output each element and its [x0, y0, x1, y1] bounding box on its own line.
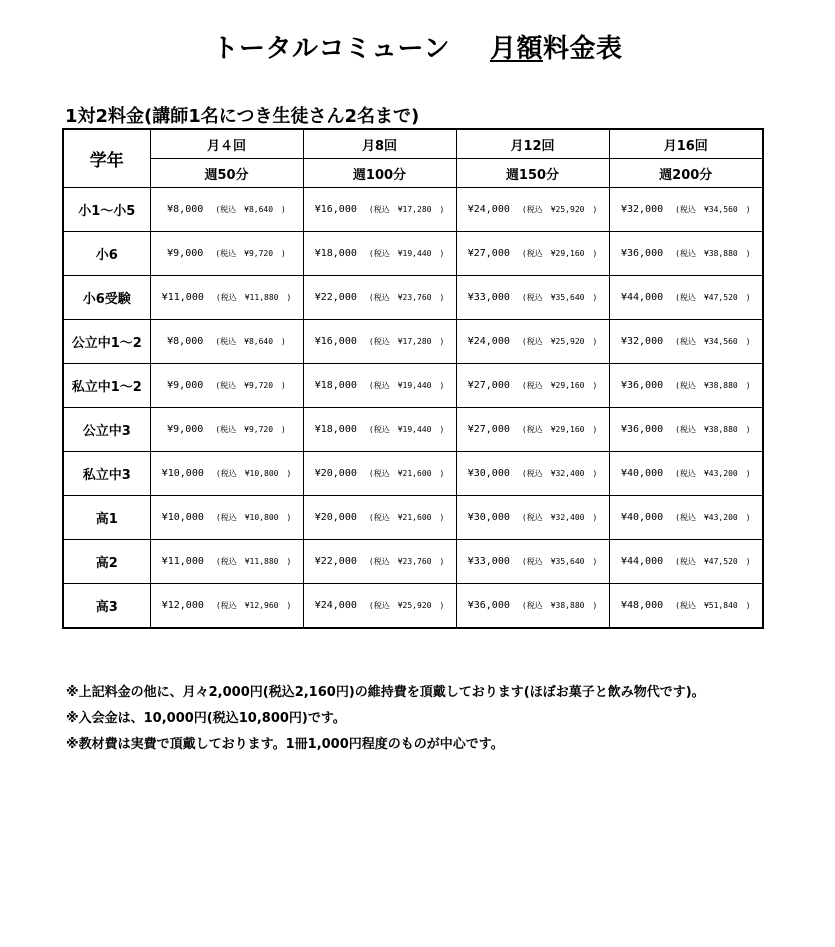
price-base: ¥18,000	[314, 380, 357, 391]
price-base: ¥10,000	[161, 512, 204, 523]
price-base: ¥22,000	[314, 292, 357, 303]
price-base: ¥24,000	[467, 204, 510, 215]
grade-cell: 公立中3	[63, 408, 150, 452]
price-cell	[303, 496, 456, 540]
price-base: ¥22,000	[314, 556, 357, 567]
plan-name: 月16回	[609, 129, 763, 159]
price-cell	[456, 364, 609, 408]
price-tax-included: (税込 ¥43,200 )	[675, 513, 751, 522]
price-base: ¥24,000	[314, 600, 357, 611]
grade-cell: 高1	[63, 496, 150, 540]
table-row	[63, 364, 763, 408]
price-tax-included: (税込 ¥19,440 )	[368, 249, 445, 258]
price-cell	[303, 320, 456, 364]
grade-cell: 小1～小5	[63, 188, 150, 232]
grade-cell: 私立中3	[63, 452, 150, 496]
price-cell	[303, 408, 456, 452]
price-cell	[609, 452, 763, 496]
price-tax-included: (税込 ¥34,560 )	[675, 205, 751, 214]
price-cell	[456, 276, 609, 320]
price-tax-included: (税込 ¥23,760 )	[368, 557, 445, 566]
price-cell	[456, 320, 609, 364]
price-cell	[303, 452, 456, 496]
price-cell	[303, 276, 456, 320]
price-cell	[609, 540, 763, 584]
price-tax-included: (税込 ¥9,720 )	[215, 249, 286, 258]
price-base: ¥11,000	[161, 556, 204, 567]
note-line: ※上記料金の他に、月々2,000円(税込2,160円)の維持費を頂戴しております(ほぼお菓子と飲み物代です)。	[66, 685, 705, 700]
price-base: ¥9,000	[167, 380, 204, 391]
fee-table-header	[63, 129, 763, 188]
price-cell	[456, 408, 609, 452]
price-base: ¥36,000	[620, 380, 664, 391]
price-tax-included: (税込 ¥11,880 )	[215, 293, 292, 302]
price-tax-included: (税込 ¥17,280 )	[368, 337, 445, 346]
price-cell	[609, 584, 763, 629]
grade-cell: 高3	[63, 584, 150, 629]
price-base: ¥18,000	[314, 248, 357, 259]
price-tax-included: (税込 ¥21,600 )	[368, 513, 445, 522]
notes	[66, 680, 705, 758]
table-row	[63, 276, 763, 320]
price-tax-included: (税込 ¥8,640 )	[215, 205, 286, 214]
price-tax-included: (税込 ¥12,960 )	[215, 601, 292, 610]
price-base: ¥24,000	[467, 336, 510, 347]
price-tax-included: (税込 ¥47,520 )	[675, 557, 751, 566]
page-title	[0, 28, 835, 65]
price-cell	[150, 496, 303, 540]
price-tax-included: (税込 ¥17,280 )	[368, 205, 445, 214]
price-cell	[150, 320, 303, 364]
grade-cell: 小6	[63, 232, 150, 276]
plan-name: 月12回	[456, 129, 609, 159]
price-cell	[609, 364, 763, 408]
price-base: ¥11,000	[161, 292, 204, 303]
price-cell	[609, 188, 763, 232]
fee-table	[62, 128, 764, 629]
price-base: ¥32,000	[620, 204, 664, 215]
price-cell	[150, 276, 303, 320]
plan-weekly-time: 週150分	[456, 159, 609, 188]
price-cell	[303, 584, 456, 629]
plan-weekly-time: 週200分	[609, 159, 763, 188]
price-cell	[303, 540, 456, 584]
price-cell	[150, 408, 303, 452]
price-tax-included: (税込 ¥32,400 )	[521, 469, 598, 478]
table-row	[63, 584, 763, 629]
plan-name: 月8回	[303, 129, 456, 159]
price-tax-included: (税込 ¥38,880 )	[675, 381, 751, 390]
price-cell	[303, 232, 456, 276]
grade-cell: 私立中1～2	[63, 364, 150, 408]
price-tax-included: (税込 ¥25,920 )	[368, 601, 445, 610]
price-tax-included: (税込 ¥9,720 )	[215, 425, 286, 434]
price-tax-included: (税込 ¥29,160 )	[521, 249, 598, 258]
price-base: ¥30,000	[467, 512, 510, 523]
price-cell	[609, 408, 763, 452]
price-base: ¥36,000	[467, 600, 510, 611]
price-tax-included: (税込 ¥25,920 )	[521, 205, 598, 214]
price-cell	[303, 364, 456, 408]
price-tax-included: (税込 ¥29,160 )	[521, 381, 598, 390]
fee-table-body	[63, 188, 763, 629]
title-main: トータルコミューン	[212, 34, 450, 64]
price-tax-included: (税込 ¥10,800 )	[215, 513, 292, 522]
grade-column-header: 学年	[63, 129, 150, 188]
price-tax-included: (税込 ¥21,600 )	[368, 469, 445, 478]
title-rest: 料金表	[542, 34, 623, 64]
price-tax-included: (税込 ¥47,520 )	[675, 293, 751, 302]
price-base: ¥30,000	[467, 468, 510, 479]
price-base: ¥48,000	[620, 600, 664, 611]
table-row	[63, 452, 763, 496]
price-cell	[609, 276, 763, 320]
price-base: ¥36,000	[620, 248, 664, 259]
price-tax-included: (税込 ¥25,920 )	[521, 337, 598, 346]
price-tax-included: (税込 ¥10,800 )	[215, 469, 292, 478]
price-base: ¥16,000	[314, 336, 357, 347]
price-base: ¥27,000	[467, 248, 510, 259]
price-tax-included: (税込 ¥51,840 )	[675, 601, 751, 610]
table-row	[63, 232, 763, 276]
price-base: ¥40,000	[620, 468, 664, 479]
price-base: ¥9,000	[167, 248, 204, 259]
price-cell	[456, 496, 609, 540]
table-row	[63, 188, 763, 232]
price-base: ¥8,000	[167, 204, 204, 215]
price-base: ¥12,000	[161, 600, 204, 611]
section-subtitle: 1対2料金(講師1名につき生徒さん2名まで)	[65, 106, 420, 127]
price-tax-included: (税込 ¥23,760 )	[368, 293, 445, 302]
price-cell	[456, 188, 609, 232]
price-cell	[150, 364, 303, 408]
price-cell	[150, 452, 303, 496]
price-base: ¥40,000	[620, 512, 664, 523]
price-base: ¥33,000	[467, 292, 510, 303]
price-tax-included: (税込 ¥29,160 )	[521, 425, 598, 434]
price-tax-included: (税込 ¥11,880 )	[215, 557, 292, 566]
table-row	[63, 408, 763, 452]
price-tax-included: (税込 ¥34,560 )	[675, 337, 751, 346]
plan-weekly-time: 週50分	[150, 159, 303, 188]
price-tax-included: (税込 ¥9,720 )	[215, 381, 286, 390]
table-row	[63, 496, 763, 540]
price-cell	[456, 584, 609, 629]
price-cell	[150, 188, 303, 232]
price-tax-included: (税込 ¥35,640 )	[521, 293, 598, 302]
price-cell	[609, 232, 763, 276]
price-tax-included: (税込 ¥32,400 )	[521, 513, 598, 522]
grade-cell: 公立中1～2	[63, 320, 150, 364]
price-tax-included: (税込 ¥19,440 )	[368, 381, 445, 390]
price-cell	[456, 452, 609, 496]
price-cell	[609, 320, 763, 364]
price-base: ¥44,000	[620, 556, 664, 567]
price-tax-included: (税込 ¥38,880 )	[675, 425, 751, 434]
price-base: ¥18,000	[314, 424, 357, 435]
price-base: ¥10,000	[161, 468, 204, 479]
price-base: ¥9,000	[167, 424, 204, 435]
price-base: ¥27,000	[467, 380, 510, 391]
table-row	[63, 540, 763, 584]
plan-name: 月４回	[150, 129, 303, 159]
price-tax-included: (税込 ¥8,640 )	[215, 337, 286, 346]
price-cell	[150, 232, 303, 276]
price-cell	[609, 496, 763, 540]
price-base: ¥33,000	[467, 556, 510, 567]
price-cell	[456, 232, 609, 276]
price-base: ¥44,000	[620, 292, 664, 303]
price-base: ¥27,000	[467, 424, 510, 435]
price-cell	[456, 540, 609, 584]
price-base: ¥36,000	[620, 424, 664, 435]
grade-cell: 高2	[63, 540, 150, 584]
grade-cell: 小6受験	[63, 276, 150, 320]
price-tax-included: (税込 ¥19,440 )	[368, 425, 445, 434]
price-base: ¥20,000	[314, 468, 357, 479]
price-base: ¥32,000	[620, 336, 664, 347]
price-base: ¥8,000	[167, 336, 204, 347]
title-underlined: 月額	[489, 34, 543, 64]
price-tax-included: (税込 ¥35,640 )	[521, 557, 598, 566]
note-line: ※教材費は実費で頂戴しております。1冊1,000円程度のものが中心です。	[66, 737, 504, 752]
price-base: ¥16,000	[314, 204, 357, 215]
price-tax-included: (税込 ¥38,880 )	[521, 601, 598, 610]
price-cell	[150, 540, 303, 584]
price-tax-included: (税込 ¥38,880 )	[675, 249, 751, 258]
price-cell	[150, 584, 303, 629]
table-row	[63, 320, 763, 364]
plan-weekly-time: 週100分	[303, 159, 456, 188]
price-base: ¥20,000	[314, 512, 357, 523]
note-line: ※入会金は、10,000円(税込10,800円)です。	[66, 711, 346, 726]
price-tax-included: (税込 ¥43,200 )	[675, 469, 751, 478]
price-cell	[303, 188, 456, 232]
